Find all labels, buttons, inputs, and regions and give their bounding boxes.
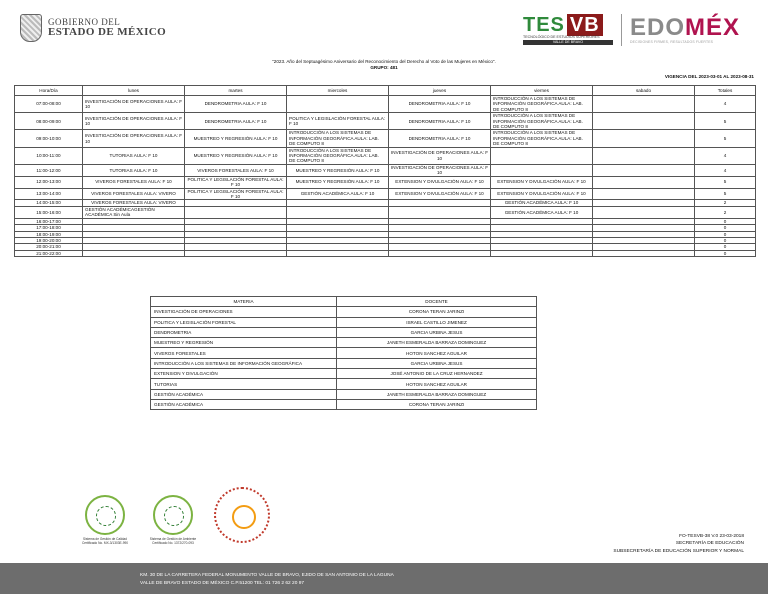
schedule-cell-martes: POLITICA Y LEGISLACIÓN FORESTAL AULA: F 10 [185, 188, 287, 200]
schedule-cell-martes: DENDROMETRIA AULA: F 10 [185, 96, 287, 113]
form-info [613, 533, 744, 555]
subject-name: INVESTIGACIÓN DE OPERACIONES [151, 307, 337, 317]
schedule-cell-jueves: DENDROMETRIA AULA: F 10 [389, 96, 491, 113]
subject-row [151, 317, 537, 327]
edomex-word-a: EDO [630, 14, 686, 41]
teacher-name: HOTON SANCHEZ AGUILAR [337, 379, 537, 389]
schedule-cell-total: 5 [695, 130, 756, 147]
schedule-cell-martes: VIVEROS FORESTALES AULA: F 10 [185, 164, 287, 176]
schedule-cell-lunes: INVESTIGACIÓN DE OPERACIONES AULA: F 10 [83, 113, 185, 130]
environment-seal-icon [153, 495, 193, 535]
schedule-cell-total: 0 [695, 250, 756, 256]
schedule-cell-martes [185, 206, 287, 218]
schedule-cell-total: 0 [695, 237, 756, 243]
schedule-cell-miercoles: INTRODUCCIÓN A LOS SISTEMAS DE INFORMACIÓN GEOGRÁFICA AULA: LAB. DE COMPUTO 8 [287, 147, 389, 164]
subjects-header-row [151, 297, 537, 307]
schedule-cell-hora: 10:00-11:00 [15, 147, 83, 164]
edomex-word-b: MÉX [685, 14, 741, 41]
teacher-name: CORONA TERAN JARINZI [337, 399, 537, 409]
schedule-cell-sabado [593, 250, 695, 256]
environment-seal-caption: Sistema de Gestión de Ambiente Certificado No. 1372/270-093 [149, 537, 197, 545]
vb-word: VB [567, 14, 603, 36]
quality-seal-caption: Sistema de Gestión de Calidad Certificado No. MX-3/1303E-990 [81, 537, 129, 545]
year-motto: "2023. Año del Septuagésimo Aniversario del Reconocimiento del Derecho al Voto de las Mujeres en México". [272, 59, 496, 64]
schedule-cell-lunes [83, 250, 185, 256]
schedule-cell-jueves: EXTENSION Y DIVULGACIÓN AULA: F 10 [389, 188, 491, 200]
schedule-cell-total: 5 [695, 113, 756, 130]
teacher-name: ISRAEL CASTILLO JIMENEZ [337, 317, 537, 327]
schedule-cell-sabado [593, 176, 695, 188]
schedule-cell-sabado [593, 113, 695, 130]
teacher-name: GARCIA URBINA JESUS [337, 327, 537, 337]
subject-row [151, 369, 537, 379]
schedule-cell-hora: 12:00-13:00 [15, 176, 83, 188]
tes-word: TES [523, 14, 565, 36]
subject-row [151, 307, 537, 317]
schedule-cell-total: 4 [695, 147, 756, 164]
subject-row [151, 389, 537, 399]
schedule-cell-total: 0 [695, 225, 756, 231]
schedule-cell-total: 0 [695, 244, 756, 250]
subject-row [151, 327, 537, 337]
subject-row [151, 348, 537, 358]
teacher-name: JOSÉ ANTONIO DE LA CRUZ HERNANDEZ [337, 369, 537, 379]
certification-seals [78, 495, 270, 546]
schedule-cell-viernes [491, 147, 593, 164]
schedule-cell-total: 2 [695, 200, 756, 206]
col-header-miercoles: miercoles [287, 86, 389, 96]
schedule-cell-miercoles: GESTIÓN ACADÉMICA AULA: F 10 [287, 188, 389, 200]
state-crest-icon [20, 14, 42, 42]
edomex-tagline: DECISIONES FIRMES, RESULTADOS FUERTES [630, 40, 714, 44]
schedule-cell-total: 5 [695, 176, 756, 188]
schedule-cell-viernes: EXTENSION Y DIVULGACIÓN AULA: F 10 [491, 176, 593, 188]
subject-name: POLITICA Y LEGISLACIÓN FORESTAL [151, 317, 337, 327]
schedule-cell-miercoles [287, 250, 389, 256]
schedule-cell-martes: POLITICA Y LEGISLACIÓN FORESTAL AULA: F 10 [185, 176, 287, 188]
gobierno-logo [20, 14, 166, 42]
schedule-cell-hora: 11:00-12:00 [15, 164, 83, 176]
col-header-lunes: lunes [83, 86, 185, 96]
schedule-cell-hora: 18:00-19:00 [15, 231, 83, 237]
subject-name: VIVEROS FORESTALES [151, 348, 337, 358]
schedule-cell-martes: MUESTREO Y REGRESIÓN AULA: F 10 [185, 130, 287, 147]
schedule-cell-jueves: EXTENSION Y DIVULGACIÓN AULA: F 10 [389, 176, 491, 188]
footer-address-line-1: KM. 30 DE LA CARRETERA FEDERAL MONUMENTO VALLE DE BRAVO, EJIDO DE SAN ANTONIO DE LA LAGUNA [140, 573, 394, 578]
schedule-header-row [15, 86, 756, 96]
schedule-cell-sabado [593, 164, 695, 176]
schedule-cell-jueves: DENDROMETRIA AULA: F 10 [389, 113, 491, 130]
tesvb-logo [523, 15, 613, 45]
col-header-jueves: jueves [389, 86, 491, 96]
environment-seal [146, 495, 200, 546]
col-header-viernes: viernes [491, 86, 593, 96]
schedule-cell-hora: 19:00-20:00 [15, 237, 83, 243]
subject-name: INTRODUCCIÓN A LOS SISTEMAS DE INFORMACIÓN GEOGRÁFICA [151, 358, 337, 368]
teacher-name: GARCIA URBINA JESUS [337, 358, 537, 368]
schedule-cell-viernes: INTRODUCCIÓN A LOS SISTEMAS DE INFORMACIÓN GEOGRÁFICA AULA: LAB. DE COMPUTO 8 [491, 113, 593, 130]
schedule-row [15, 250, 756, 256]
gob-line-1: GOBIERNO DEL [48, 16, 121, 27]
quality-seal [78, 495, 132, 546]
teacher-name: HOTON SANCHEZ AGUILAR [337, 348, 537, 358]
subject-name: GESTIÓN ACADÉMICA [151, 389, 337, 399]
schedule-cell-lunes: INVESTIGACIÓN DE OPERACIONES AULA: F 10 [83, 130, 185, 147]
schedule-row [15, 96, 756, 113]
schedule-cell-sabado [593, 130, 695, 147]
subject-row [151, 399, 537, 409]
schedule-cell-hora: 14:00-15:00 [15, 200, 83, 206]
gob-line-2: ESTADO DE MÉXICO [48, 25, 167, 38]
schedule-cell-miercoles: POLITICA Y LEGISLACIÓN FORESTAL AULA: F 10 [287, 113, 389, 130]
schedule-row [15, 164, 756, 176]
schedule-cell-jueves [389, 206, 491, 218]
subject-row [151, 358, 537, 368]
equality-seal-icon [214, 487, 270, 543]
subject-row [151, 338, 537, 348]
schedule-cell-hora: 13:00-14:00 [15, 188, 83, 200]
schedule-cell-miercoles [287, 206, 389, 218]
schedule-cell-lunes: GESTIÓN ACADÉMICAGESTIÓN ACADÉMICA Sin Aula [83, 206, 185, 218]
form-subsecretaria: SUBSECRETARÍA DE EDUCACIÓN SUPERIOR Y NORMAL [613, 548, 744, 554]
schedule-cell-jueves [389, 250, 491, 256]
schedule-cell-hora: 15:00-16:00 [15, 206, 83, 218]
schedule-row [15, 206, 756, 218]
schedule-cell-hora: 21:00-22:00 [15, 250, 83, 256]
tes-subtitle-2: VALLE DE BRAVO [523, 40, 613, 45]
schedule-cell-lunes: VIVEROS FORESTALES AULA: F 10 [83, 176, 185, 188]
schedule-cell-miercoles: MUESTREO Y REGRESIÓN AULA: F 10 [287, 164, 389, 176]
schedule-cell-lunes: TUTORIAS AULA: F 10 [83, 147, 185, 164]
group-label: GRUPO: 481 [370, 65, 398, 70]
schedule-cell-martes [185, 250, 287, 256]
schedule-cell-miercoles: INTRODUCCIÓN A LOS SISTEMAS DE INFORMACIÓN GEOGRÁFICA AULA: LAB. DE COMPUTO 8 [287, 130, 389, 147]
schedule-cell-total: 4 [695, 96, 756, 113]
schedule-cell-total: 2 [695, 206, 756, 218]
schedule-cell-jueves: DENDROMETRIA AULA: F 10 [389, 130, 491, 147]
schedule-cell-miercoles: MUESTREO Y REGRESIÓN AULA: F 10 [287, 176, 389, 188]
schedule-cell-hora: 09:00-10:00 [15, 130, 83, 147]
subject-name: EXTENSION Y DIVULGACIÓN [151, 369, 337, 379]
institution-logos [523, 14, 754, 46]
schedule-cell-jueves: INVESTIGACIÓN DE OPERACIONES AULA: F 10 [389, 164, 491, 176]
schedule-cell-total: 0 [695, 218, 756, 224]
validity-period: VIGENCIA DEL 2023-03-01 AL 2023-08-31 [664, 74, 754, 79]
schedule-cell-lunes: TUTORIAS AULA: F 10 [83, 164, 185, 176]
edomex-logo [630, 16, 754, 44]
schedule-cell-total: 4 [695, 164, 756, 176]
schedule-cell-sabado [593, 188, 695, 200]
schedule-cell-viernes [491, 164, 593, 176]
col-header-totales: Totales [695, 86, 756, 96]
schedule-row [15, 176, 756, 188]
schedule-cell-hora: 20:00-21:00 [15, 244, 83, 250]
schedule-cell-jueves: INVESTIGACIÓN DE OPERACIONES AULA: F 10 [389, 147, 491, 164]
form-secretaria: SECRETARÍA DE EDUCACIÓN [675, 541, 744, 547]
subject-name: TUTORIAS [151, 379, 337, 389]
subject-row [151, 379, 537, 389]
col-header-hora: Hora/Día [15, 86, 83, 96]
teacher-name: CORONA TERAN JARINZI [337, 307, 537, 317]
col-header-materia: MATERIA [151, 297, 337, 307]
schedule-row [15, 188, 756, 200]
col-header-martes: martes [185, 86, 287, 96]
schedule-cell-sabado [593, 96, 695, 113]
schedule-cell-miercoles [287, 96, 389, 113]
subject-name: GESTIÓN ACADÉMICA [151, 399, 337, 409]
schedule-cell-hora: 17:00-18:00 [15, 225, 83, 231]
schedule-cell-hora: 08:00-09:00 [15, 113, 83, 130]
schedule-cell-viernes: GESTIÓN ACADÉMICA AULA: F 10 [491, 200, 593, 206]
schedule-cell-hora: 16:00-17:00 [15, 218, 83, 224]
col-header-docente: DOCENTE [337, 297, 537, 307]
schedule-cell-hora: 07:00-08:00 [15, 96, 83, 113]
subject-name: MUESTREO Y REGRESIÓN [151, 338, 337, 348]
schedule-cell-sabado [593, 206, 695, 218]
schedule-cell-viernes: INTRODUCCIÓN A LOS SISTEMAS DE INFORMACIÓN GEOGRÁFICA AULA: LAB. DE COMPUTO 8 [491, 96, 593, 113]
schedule-cell-viernes: INTRODUCCIÓN A LOS SISTEMAS DE INFORMACIÓN GEOGRÁFICA AULA: LAB. DE COMPUTO 8 [491, 130, 593, 147]
col-header-sabado: sabado [593, 86, 695, 96]
schedule-cell-lunes: VIVEROS FORESTALES AULA: VIVERO [83, 200, 185, 206]
schedule-row [15, 113, 756, 130]
schedule-cell-viernes [491, 250, 593, 256]
schedule-cell-total: 0 [695, 231, 756, 237]
quality-seal-icon [85, 495, 125, 535]
schedule-cell-viernes: GESTIÓN ACADÉMICA AULA: F 10 [491, 206, 593, 218]
address-footer [0, 563, 768, 594]
schedule-cell-martes: MUESTREO Y REGRESIÓN AULA: F 10 [185, 147, 287, 164]
teacher-name: JANETH ESMERALDA BARRAZA DOMINGUEZ [337, 389, 537, 399]
schedule-cell-lunes: VIVEROS FORESTALES AULA: VIVERO [83, 188, 185, 200]
teacher-name: JANETH ESMERALDA BARRAZA DOMINGUEZ [337, 338, 537, 348]
logo-divider [621, 14, 622, 46]
tes-subtitle: TECNOLÓGICO DE ESTUDIOS SUPERIORES [523, 35, 600, 39]
schedule-row [15, 130, 756, 147]
footer-address-line-2: VALLE DE BRAVO ESTADO DE MÉXICO C.P.51200 TEL: 01 726 2 62 20 97 [140, 580, 305, 586]
schedule-cell-martes: DENDROMETRIA AULA: F 10 [185, 113, 287, 130]
subject-name: DENDROMETRIA [151, 327, 337, 337]
schedule-table [14, 85, 756, 257]
subjects-teachers-table [150, 296, 537, 410]
schedule-cell-sabado [593, 147, 695, 164]
form-code: FO-TESVB-38 V.0 23-03-2018 [679, 534, 744, 539]
schedule-cell-total: 5 [695, 188, 756, 200]
schedule-row [15, 147, 756, 164]
schedule-cell-lunes: INVESTIGACIÓN DE OPERACIONES AULA: F 10 [83, 96, 185, 113]
schedule-cell-viernes: EXTENSION Y DIVULGACIÓN AULA: F 10 [491, 188, 593, 200]
